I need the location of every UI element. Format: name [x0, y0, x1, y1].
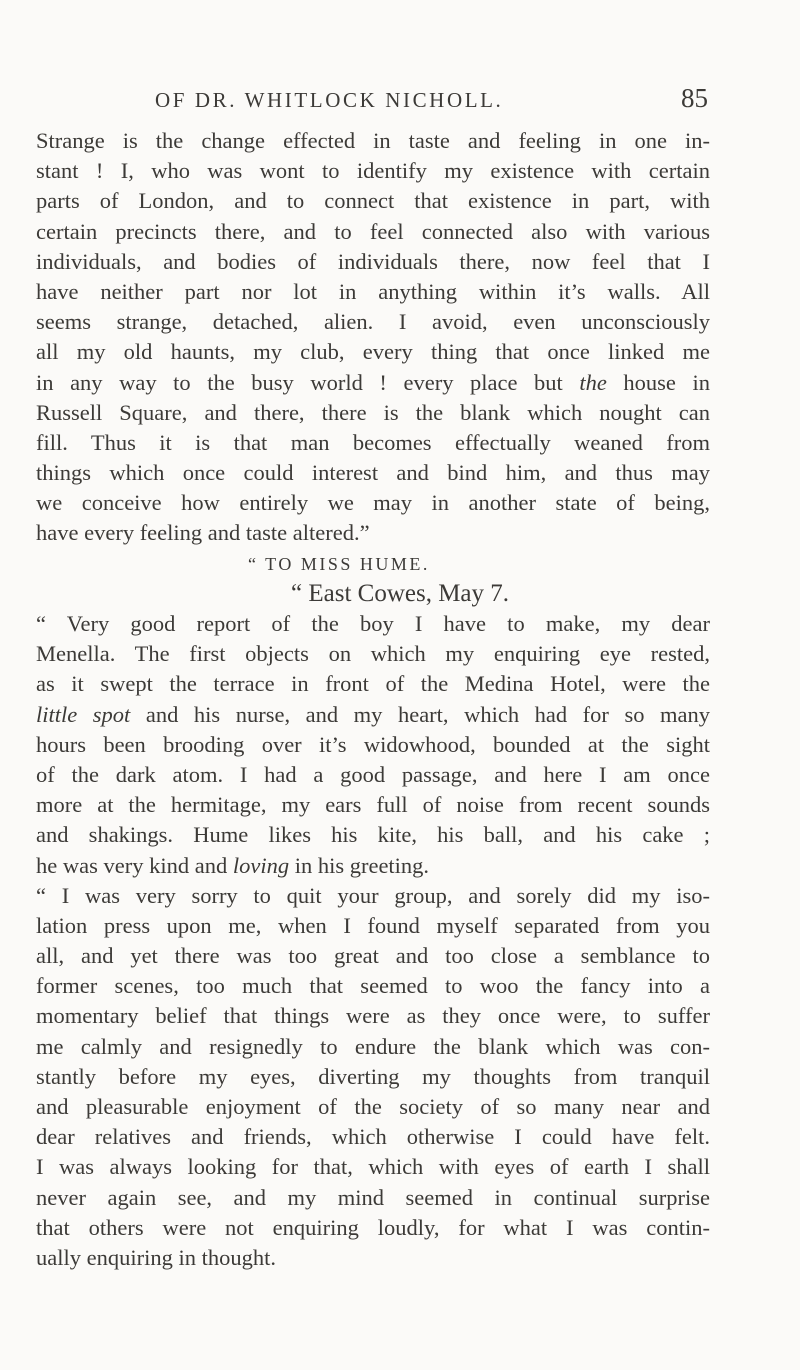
text-segment: of the dark atom. I had a good passage, and here I am once: [36, 761, 710, 787]
text-line: [36, 639, 710, 669]
text-segment: certain precincts there, and to feel connected also with various: [36, 218, 710, 244]
text-line: [36, 488, 710, 518]
text-line: [36, 609, 710, 639]
text-line: [36, 186, 710, 216]
text-segment: in his greeting.: [289, 852, 430, 878]
text-segment: and his nurse, and my heart, which had for so many: [130, 701, 711, 727]
text-segment: house in: [606, 369, 710, 395]
text-line: [36, 760, 710, 790]
text-segment: “ Very good report of the boy I have to make, my dear: [36, 611, 710, 636]
text-line: [36, 247, 710, 277]
text-line: [36, 1062, 710, 1092]
text-line: [36, 1092, 710, 1122]
text-line: [36, 1152, 710, 1182]
text-segment: all my old haunts, my club, every thing that once linked me: [36, 339, 710, 365]
text-line: [36, 1243, 710, 1273]
text-line: [36, 1001, 710, 1031]
running-header: [0, 82, 800, 122]
text-segment: lation press upon me, when I found myself separated from you: [36, 912, 710, 938]
text-line: [36, 820, 710, 850]
text-line: [36, 790, 710, 820]
text-segment: we conceive how entirely we may in another state of being,: [36, 490, 710, 516]
text-segment: dear relatives and friends, which otherwise I could have felt.: [36, 1124, 710, 1150]
text-segment: have neither part nor lot in anything within it’s walls. All: [36, 278, 710, 304]
text-segment: stantly before my eyes, diverting my thoughts from tranquil: [36, 1063, 710, 1089]
text-line: [36, 337, 710, 367]
text-line: [36, 1183, 710, 1213]
text-line: [36, 217, 710, 247]
text-segment: “ East Cowes, May 7.: [291, 579, 510, 607]
text-line: [36, 911, 710, 941]
text-segment: “ TO MISS HUME.: [248, 553, 430, 574]
running-head-title: OF DR. WHITLOCK NICHOLL.: [155, 88, 504, 112]
text-line: [36, 277, 710, 307]
text-line: [36, 851, 710, 881]
text-line: [36, 730, 710, 760]
text-segment: that others were not enquiring loudly, for what I was contin-: [36, 1214, 710, 1240]
body-text: [36, 126, 710, 1273]
text-line: [36, 700, 710, 730]
text-line: [36, 1122, 710, 1152]
text-line: [36, 1032, 710, 1062]
text-segment: Russell Square, and there, there is the blank which nought can: [36, 399, 710, 425]
text-segment: and shakings. Hume likes his kite, his ball, and his cake ;: [36, 822, 710, 848]
text-line: [36, 669, 710, 699]
text-line: [36, 518, 710, 548]
letter-heading: [36, 549, 710, 579]
text-segment: me calmly and resignedly to endure the blank which was con-: [36, 1033, 710, 1059]
text-segment: Strange is the change effected in taste and feeling in one in-: [36, 128, 710, 153]
text-segment: ually enquiring in thought.: [36, 1244, 276, 1270]
text-segment: never again see, and my mind seemed in continual surprise: [36, 1184, 710, 1210]
text-segment: in any way to the busy world ! every place but: [36, 369, 580, 395]
text-line: [36, 126, 710, 156]
text-segment: seems strange, detached, alien. I avoid, even unconsciously: [36, 309, 710, 335]
text-segment: more at the hermitage, my ears full of noise from recent sounds: [36, 792, 710, 818]
text-segment: stant ! I, who was wont to identify my existence with certain: [36, 158, 710, 184]
page-number: 85: [681, 83, 708, 113]
italic-text: the: [579, 369, 607, 395]
text-line: [36, 307, 710, 337]
text-segment: former scenes, too much that seemed to woo the fancy into a: [36, 973, 710, 999]
italic-text: little spot: [36, 701, 131, 727]
text-segment: individuals, and bodies of individuals there, now feel that I: [36, 248, 710, 274]
text-segment: fill. Thus it is that man becomes effectually weaned from: [36, 429, 710, 455]
text-segment: hours been brooding over it’s widowhood, bounded at the sight: [36, 731, 710, 757]
italic-text: loving: [232, 852, 290, 878]
text-line: [36, 368, 710, 398]
text-line: [36, 971, 710, 1001]
text-segment: “ I was very sorry to quit your group, and sorely did my iso-: [36, 882, 710, 908]
text-line: [36, 941, 710, 971]
letter-dateline: [36, 579, 710, 609]
text-segment: have every feeling and taste altered.”: [36, 520, 370, 546]
text-line: [36, 458, 710, 488]
text-segment: things which once could interest and bind him, and thus may: [36, 460, 710, 486]
text-segment: I was always looking for that, which with eyes of earth I shall: [36, 1154, 710, 1180]
text-segment: all, and yet there was too great and too close a semblance to: [36, 943, 710, 969]
text-segment: and pleasurable enjoyment of the society of so many near and: [36, 1094, 710, 1119]
text-segment: as it swept the terrace in front of the Medina Hotel, were the: [36, 671, 710, 697]
text-segment: momentary belief that things were as they once were, to suffer: [36, 1003, 710, 1029]
text-segment: parts of London, and to connect that existence in part, with: [36, 188, 710, 214]
text-line: [36, 156, 710, 186]
text-segment: Menella. The first objects on which my enquiring eye rested,: [36, 641, 710, 667]
text-line: [36, 1213, 710, 1243]
text-line: [36, 881, 710, 911]
text-line: [36, 428, 710, 458]
text-segment: he was very kind and: [36, 852, 233, 878]
text-line: [36, 398, 710, 428]
